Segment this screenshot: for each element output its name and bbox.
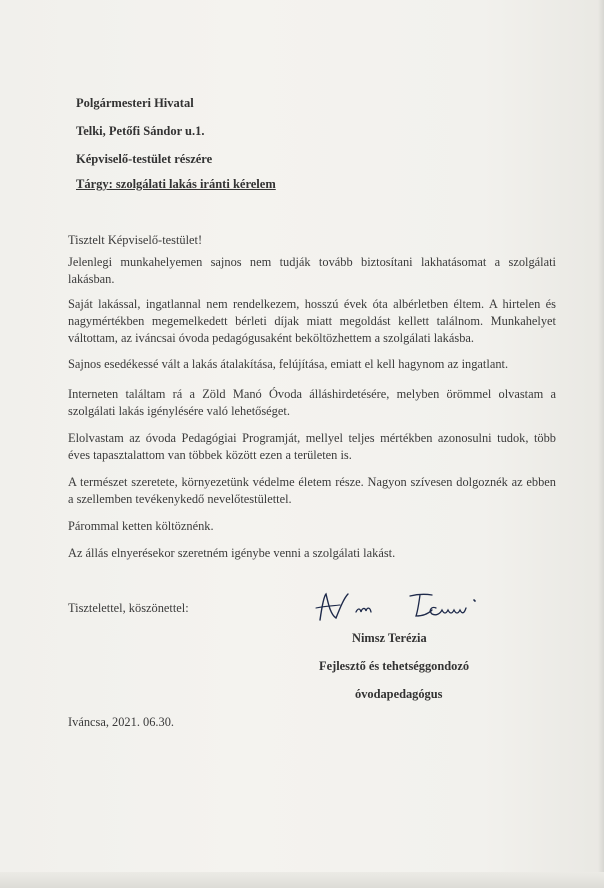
recipient-body: Képviselő-testület részére	[76, 152, 213, 166]
handwritten-signature	[314, 588, 494, 628]
paragraph-2: Saját lakással, ingatlannal nem rendelkezem, hosszú évek óta albérletben éltem. A hirtelen és nagymértékben megemelkedett bérleti díjak miatt megoldást kellett találnom. Munkahelyet váltottam, az iváncsai óvoda pedagógusaként beköltözhettem a szolgálati lakásba.	[68, 297, 556, 345]
paragraph-6: A természet szeretete, környezetünk védelme életem része. Nagyon szívesen dolgoznék az ebben a szellemben tevékenykedő nevelőtestülettel.	[68, 475, 556, 506]
sender-title-2: óvodapedagógus	[355, 687, 443, 701]
scan-bottom-edge	[0, 872, 604, 888]
sender-name: Nimsz Terézia	[352, 631, 427, 645]
place-date: Iváncsa, 2021. 06.30.	[68, 715, 174, 729]
recipient-office: Polgármesteri Hivatal	[76, 96, 194, 110]
closing-phrase: Tisztelettel, köszönettel:	[68, 601, 189, 615]
recipient-address: Telki, Petőfi Sándor u.1.	[76, 124, 205, 138]
paragraph-5: Elolvastam az óvoda Pedagógiai Programját, mellyel teljes mértékben azonosulni tudok, több éves tapasztalattom van többek között ezen a területen is.	[68, 431, 556, 462]
paragraph-7: Párommal ketten költöznénk.	[68, 519, 214, 533]
page-edge-shadow	[598, 0, 604, 888]
sender-title: Fejlesztő és tehetséggondozó	[319, 659, 470, 673]
paragraph-3: Sajnos esedékessé vált a lakás átalakítása, felújítása, emiatt el kell hagynom az ingatlant.	[68, 357, 509, 371]
paragraph-1: Jelenlegi munkahelyemen sajnos nem tudják tovább biztosítani lakhatásomat a szolgálati lakásban.	[68, 255, 556, 286]
paragraph-8: Az állás elnyerésekor szeretném igénybe venni a szolgálati lakást.	[68, 546, 396, 560]
salutation: Tisztelt Képviselő-testület!	[68, 233, 203, 247]
subject-line: Tárgy: szolgálati lakás iránti kérelem	[76, 177, 276, 191]
paragraph-4: Interneten találtam rá a Zöld Manó Óvoda álláshirdetésére, melyben örömmel olvastam a szolgálati lakás igénylésére való lehetőséget.	[68, 387, 556, 418]
